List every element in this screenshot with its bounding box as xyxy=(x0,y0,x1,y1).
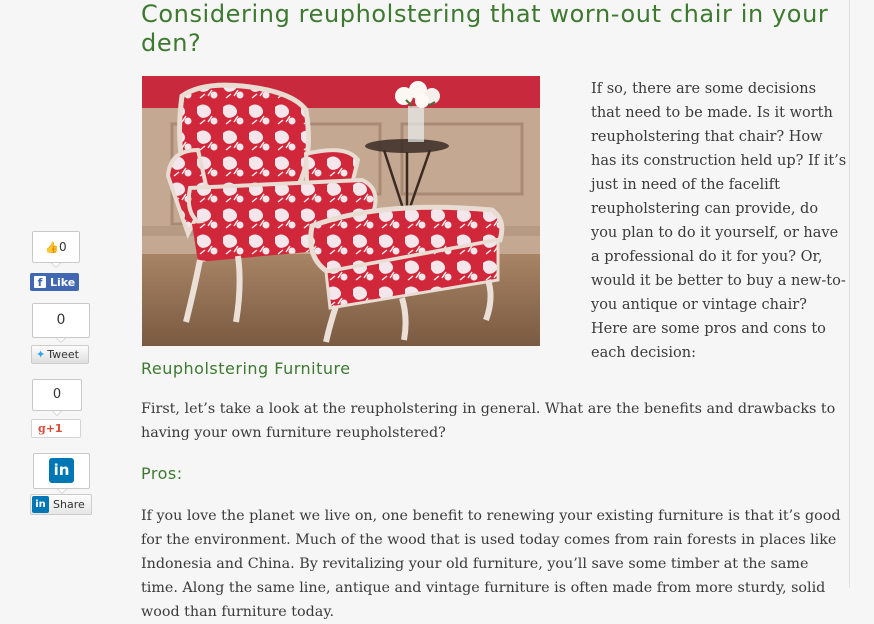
linkedin-logo-box xyxy=(33,453,90,489)
linkedin-icon: in xyxy=(49,458,74,483)
facebook-like-count: 👍0 xyxy=(32,231,80,263)
google-plus-icon: g xyxy=(38,422,46,435)
facebook-icon: f xyxy=(34,276,46,288)
section-heading-reupholstering: Reupholstering Furniture xyxy=(141,359,351,378)
facebook-like-button[interactable]: f Like xyxy=(30,273,79,291)
tweet-count: 0 xyxy=(32,303,90,338)
paragraph-pros: If you love the planet we live on, one benefit to renewing your existing furniture is that it’s good for the environment. Much of the wood that is used today comes from rain forests in places like Indonesia and China. By revitalizing your old furniture, you’ll save some timber at the same time. Along the same line, antique and vintage furniture is often made from more sturdy, solid wood than furniture today. xyxy=(141,508,841,620)
chair-illustration xyxy=(142,76,540,346)
article-title: Considering reupholstering that worn-out chair in your den? xyxy=(141,0,829,57)
paragraph-general: First, let’s take a look at the reupholstering in general. What are the benefits and drawbacks to having your own furniture reupholstered? xyxy=(141,401,836,441)
linkedin-small-icon: in xyxy=(32,496,49,513)
linkedin-share-button[interactable]: in Share xyxy=(30,494,92,515)
intro-paragraph: If so, there are some decisions that need to be made. Is it worth reupholstering that chair? How has its construction held up? If it’s just in need of the facelift reupholstering can provide, do you plan to do it yourself, or have a professional do it for you? Or, would it be better to buy a new-to-you antique or vintage chair? Here are some pros and cons to each decision: xyxy=(591,81,847,361)
content-border xyxy=(849,0,850,588)
twitter-bird-icon: ✦ xyxy=(36,348,46,361)
article-photo-armchair-ottoman xyxy=(142,76,540,346)
section-heading-pros: Pros: xyxy=(141,464,183,483)
tweet-button[interactable]: ✦ Tweet xyxy=(31,345,89,364)
thumbs-up-icon: 👍 xyxy=(45,241,60,254)
google-plus-count: 0 xyxy=(32,379,82,411)
google-plus-button[interactable]: g +1 xyxy=(31,419,81,438)
